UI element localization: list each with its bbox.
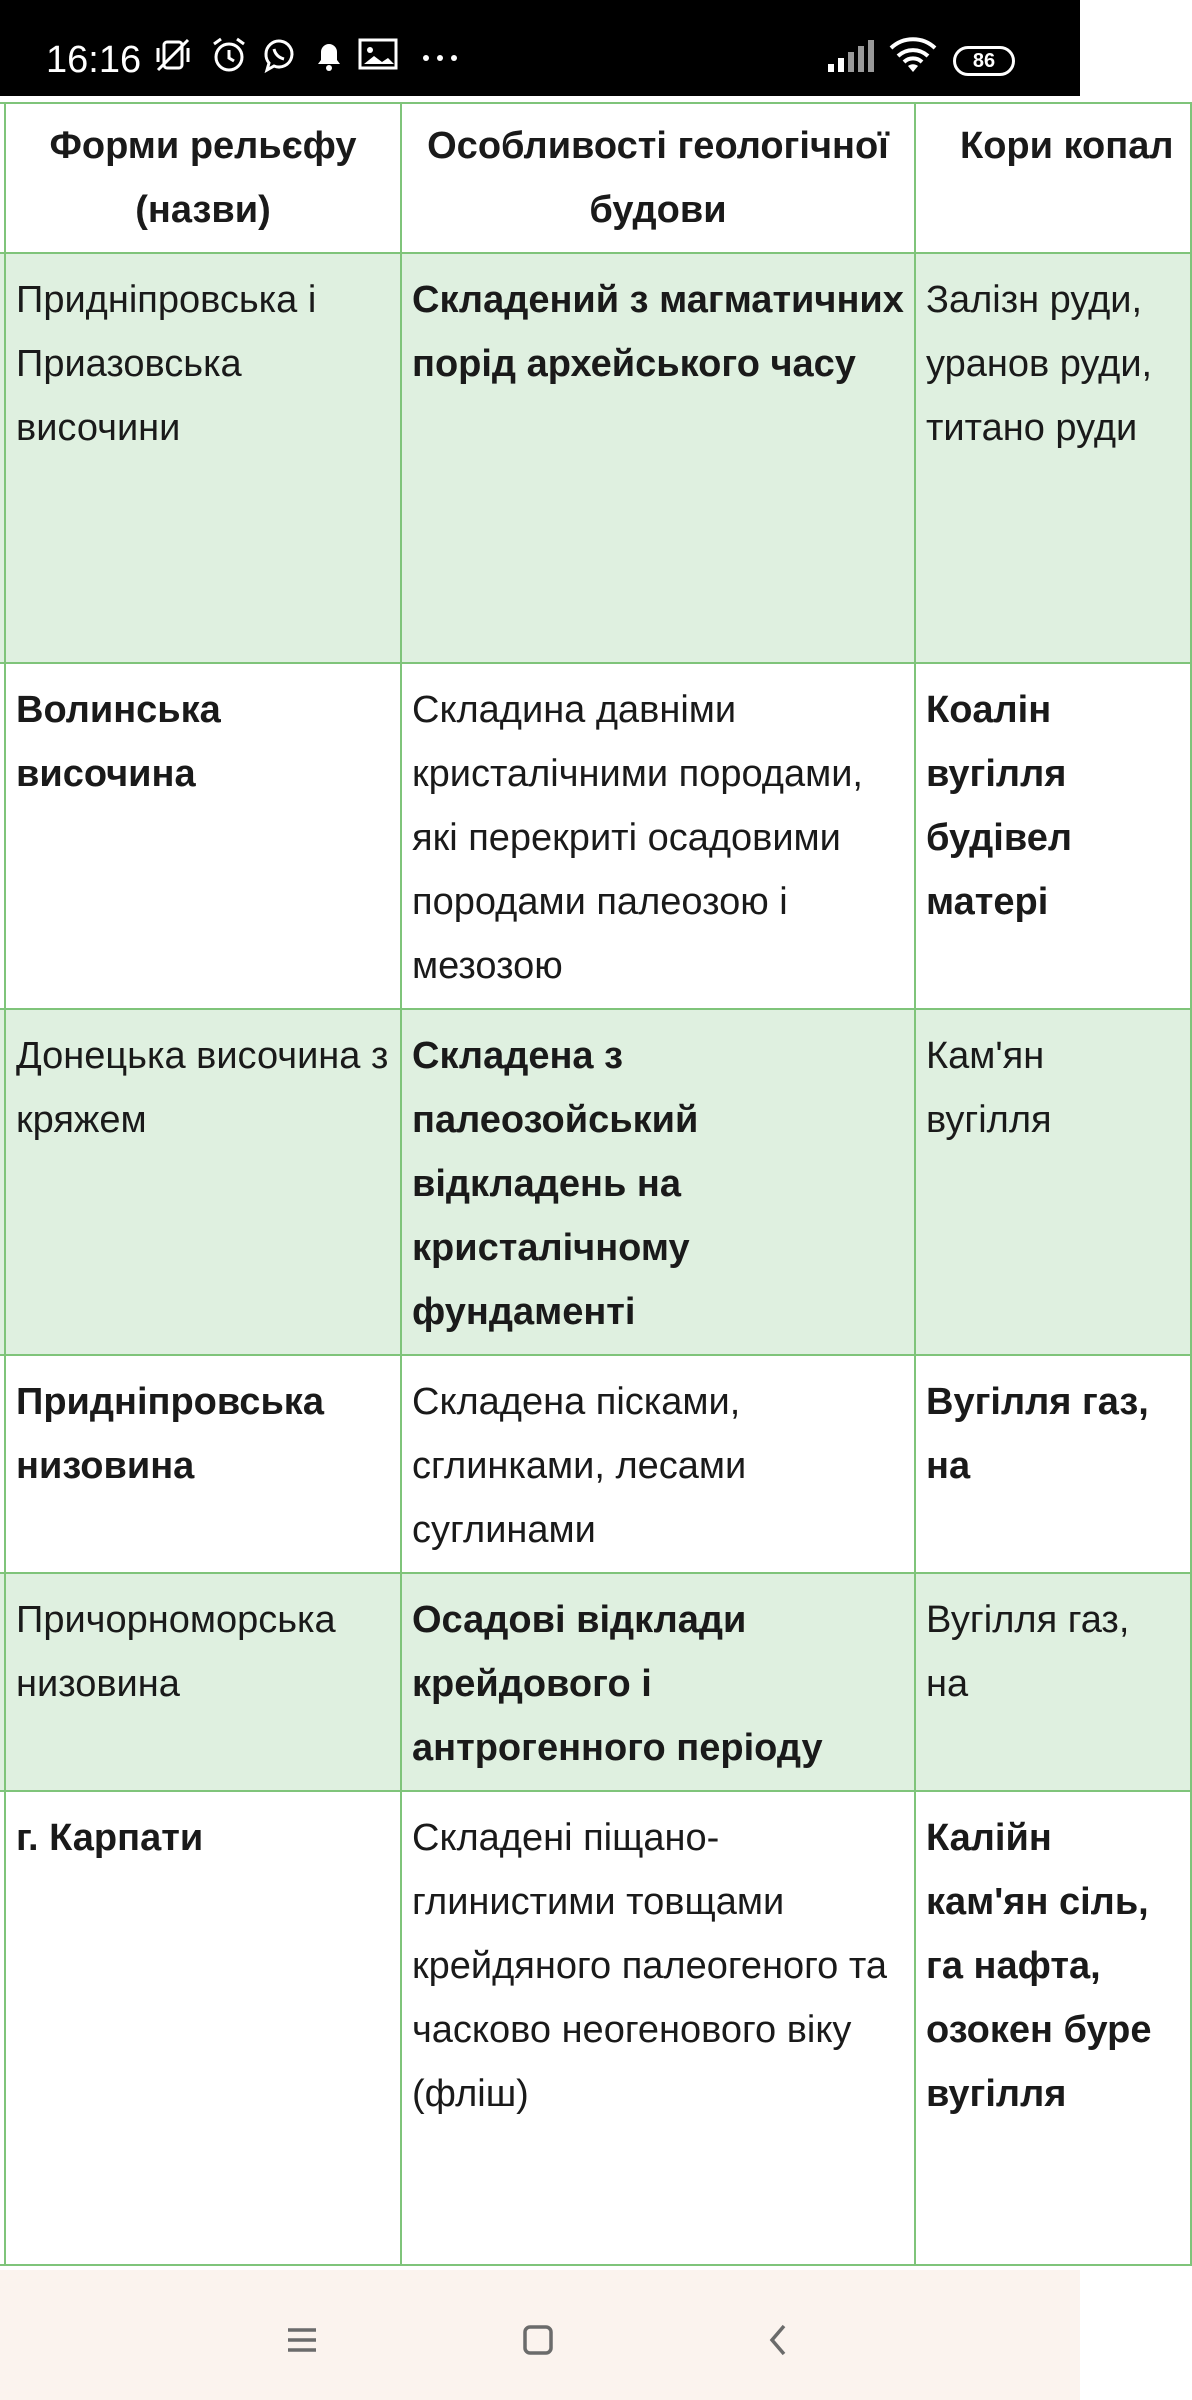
minerals-cell: Вугілля газ, на bbox=[915, 1573, 1191, 1791]
back-icon[interactable] bbox=[748, 2310, 808, 2370]
minerals-cell: Вугілля газ, на bbox=[915, 1355, 1191, 1573]
viber-icon bbox=[258, 34, 300, 81]
table-header-row bbox=[0, 103, 1191, 253]
geology-cell: Складена пісками, сглинками, лесами суглинами bbox=[401, 1355, 915, 1573]
gallery-icon bbox=[356, 34, 400, 81]
status-time: 16:16 bbox=[46, 39, 142, 81]
relief-name-cell: Придніпровська низовина bbox=[5, 1355, 401, 1573]
table-row bbox=[0, 1573, 1191, 1791]
navigation-bar bbox=[0, 2270, 1080, 2400]
signal-icon bbox=[826, 34, 878, 81]
table-row bbox=[0, 253, 1191, 663]
minerals-cell: Коалін вугілля будівел матері bbox=[915, 663, 1191, 1009]
relief-table bbox=[0, 102, 1192, 2266]
minerals-cell: Кам'ян вугілля bbox=[915, 1009, 1191, 1355]
geology-cell: Складина давніми кристалічними породами, які перекриті осадовими породами палеозою і мезозою bbox=[401, 663, 915, 1009]
relief-name-cell: Причорноморська низовина bbox=[5, 1573, 401, 1791]
table-row bbox=[0, 1791, 1191, 2265]
notification-bell-icon bbox=[308, 34, 350, 81]
geology-cell: Складені піщано-глинистими товщами крейдяного палеогеного та часково неогенового віку (фліш) bbox=[401, 1791, 915, 2265]
header-relief-forms: Форми рельєфу (назви) bbox=[5, 103, 401, 253]
header-minerals: Кори копал bbox=[915, 103, 1191, 253]
battery-level: 86 bbox=[972, 50, 996, 72]
table-row bbox=[0, 663, 1191, 1009]
more-dots-icon bbox=[420, 34, 460, 81]
relief-name-cell: Волинська височина bbox=[5, 663, 401, 1009]
battery-icon bbox=[953, 46, 1015, 76]
relief-name-cell: Придніпровська і Приазовська височини bbox=[5, 253, 401, 663]
status-bar bbox=[0, 0, 1080, 96]
table-row bbox=[0, 1355, 1191, 1573]
minerals-cell: Калійн кам'ян сіль, га нафта, озокен буре вугілля bbox=[915, 1791, 1191, 2265]
geology-cell: Осадові відклади крейдового і антрогенного періоду bbox=[401, 1573, 915, 1791]
geology-cell: Складена з палеозойський відкладень на кристалічному фундаменті bbox=[401, 1009, 915, 1355]
relief-name-cell: Донецька височина з кряжем bbox=[5, 1009, 401, 1355]
home-icon[interactable] bbox=[508, 2310, 568, 2370]
menu-icon[interactable] bbox=[272, 2310, 332, 2370]
table-row bbox=[0, 1009, 1191, 1355]
relief-name-cell: г. Карпати bbox=[5, 1791, 401, 2265]
wifi-icon bbox=[888, 34, 938, 81]
header-geology: Особливості геологічної будови bbox=[401, 103, 915, 253]
alarm-icon bbox=[208, 34, 250, 81]
mute-vibrate-icon bbox=[152, 34, 194, 81]
table-viewport[interactable] bbox=[0, 96, 1174, 2252]
minerals-cell: Залізн руди, уранов руди, титано руди bbox=[915, 253, 1191, 663]
geology-cell: Складений з магматичних порід архейського часу bbox=[401, 253, 915, 663]
